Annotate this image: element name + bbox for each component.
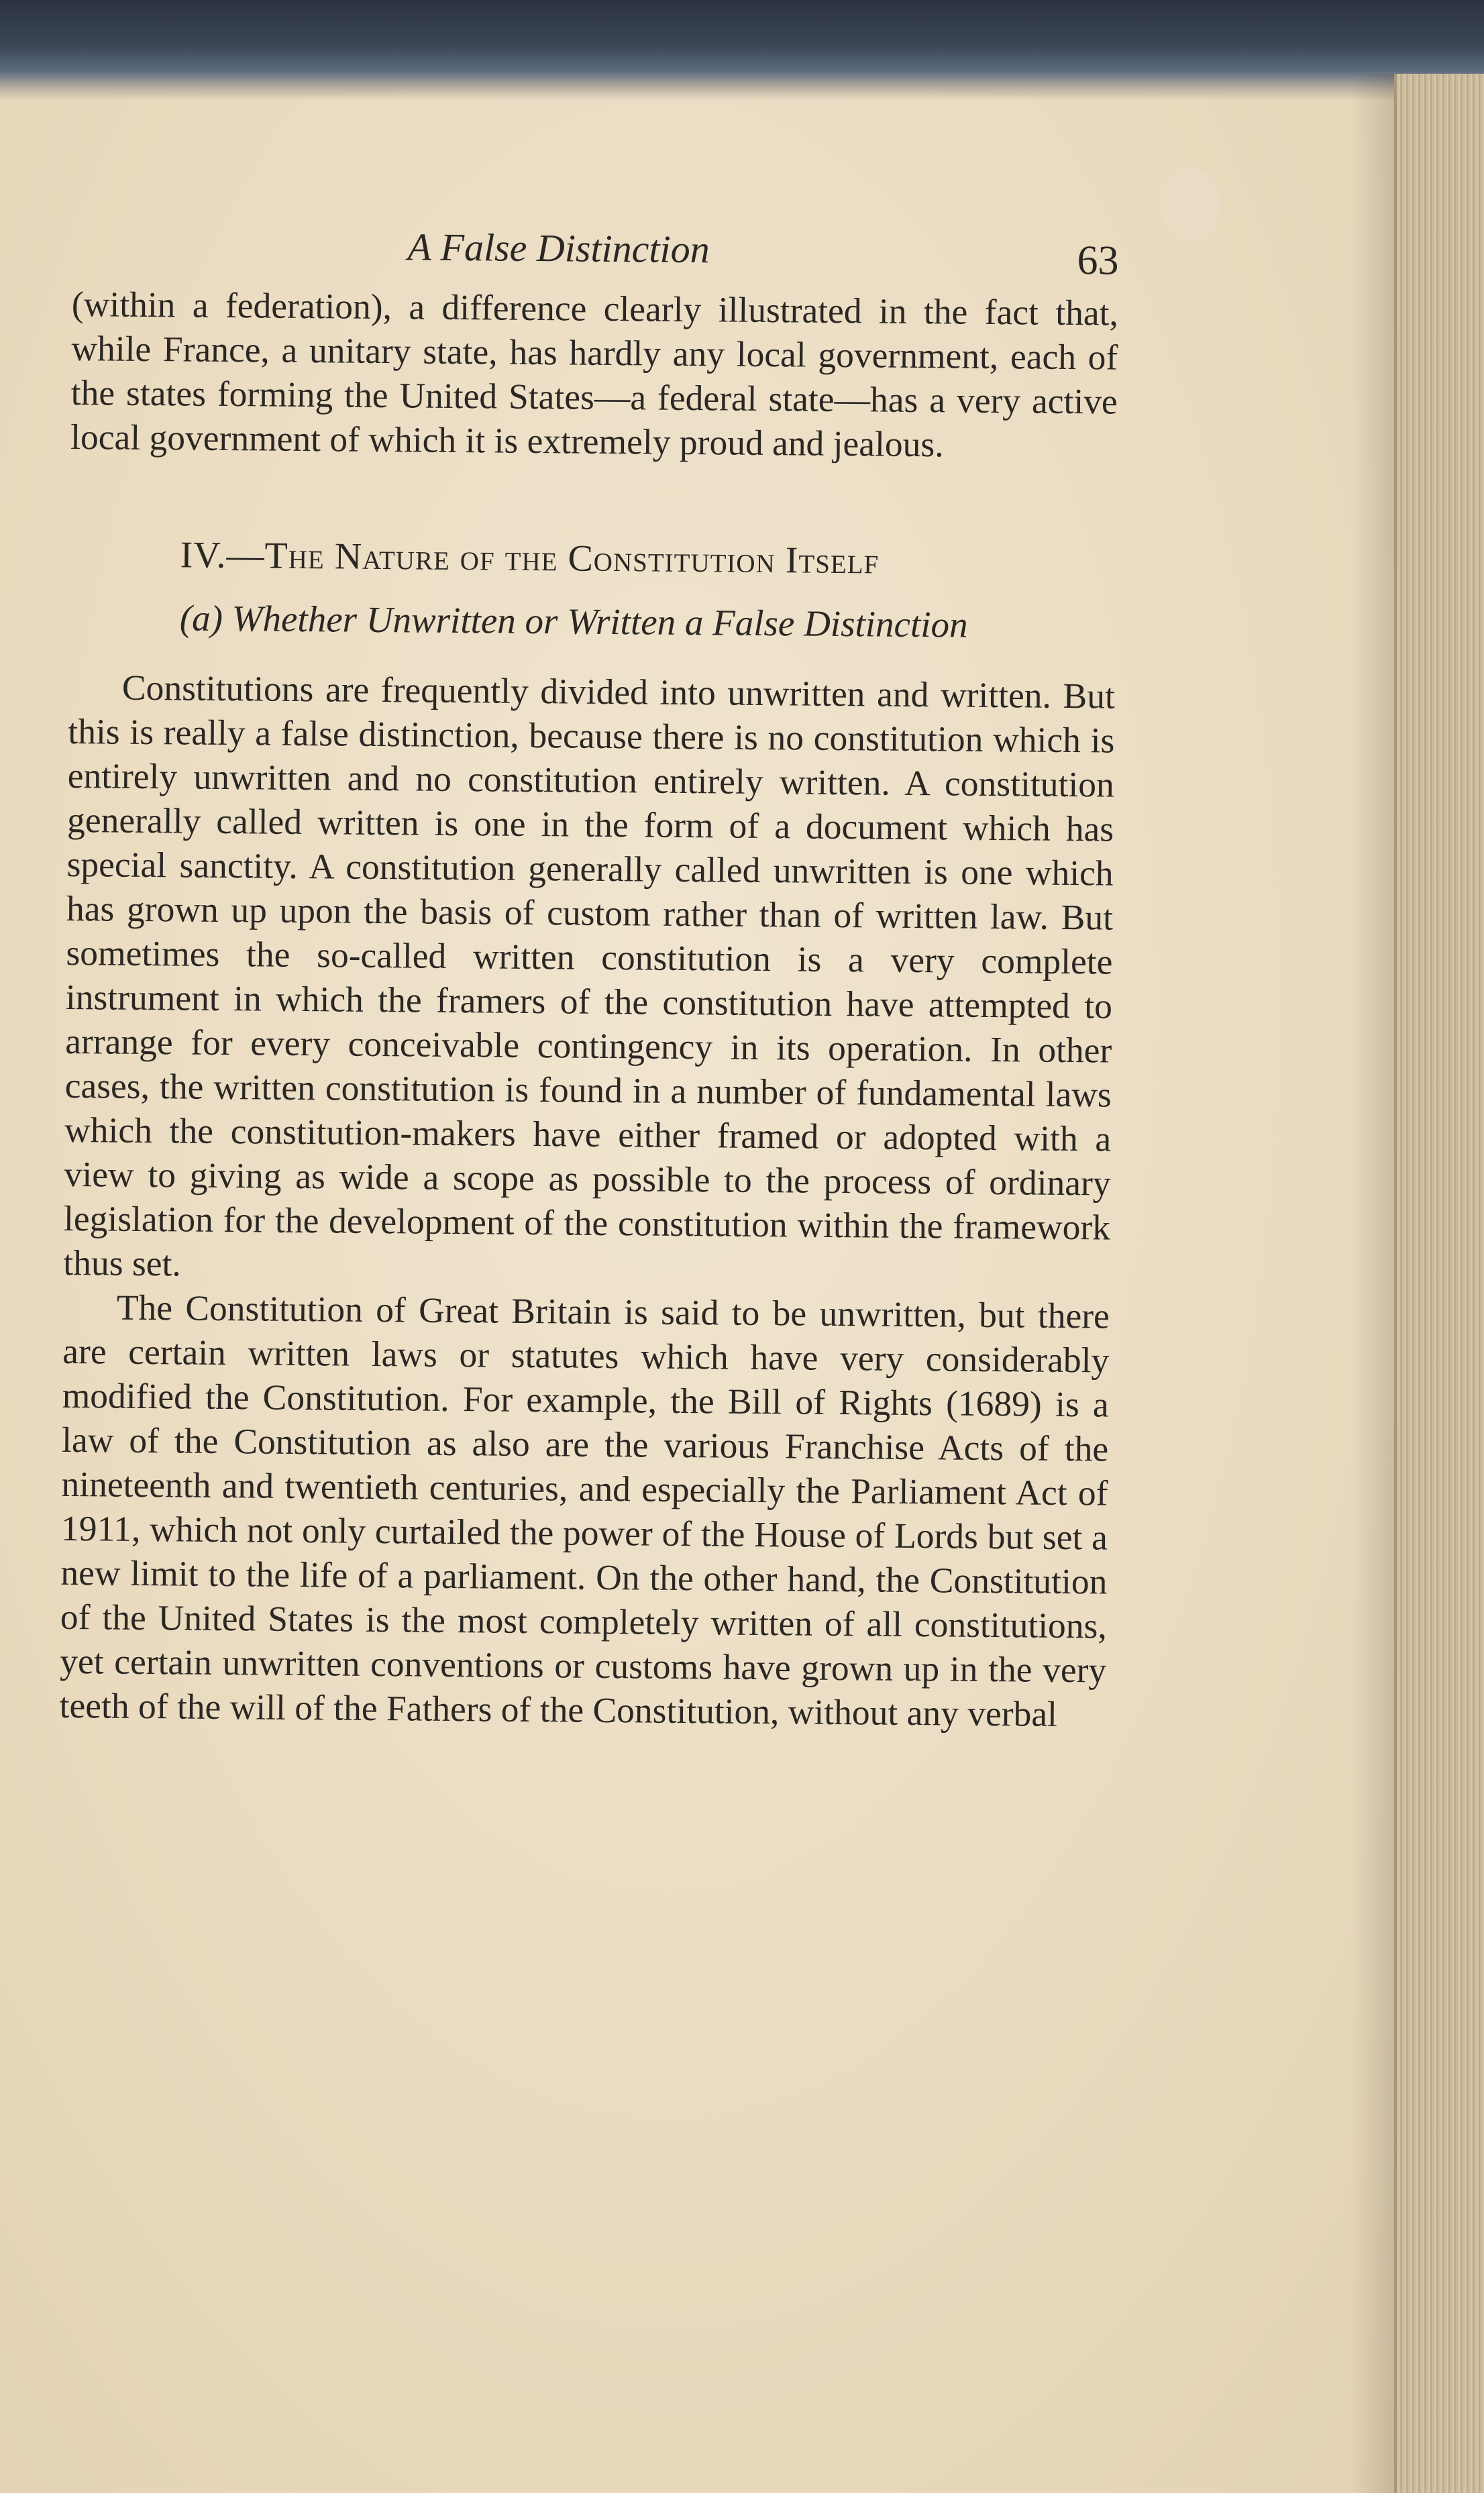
paragraph: The Constitution of Great Britain is said to be unwritten, but there are certain written laws or statutes which have very considerably modified the Constitution. For example, the Bill of Rights (1689) is a law of the Constitution as also are the various Franchise Acts of the nineteenth and twentieth centuries, and especially the Parliament Act of 1911, which not only curtailed the power of the House of Lords but set a new limit to the life of a parliament. On the other hand, the Constitution of the United States is the most completely written of all constitutions, yet certain unwritten conventions or customs have grown up in the very teeth of the will of the Fathers of the Constitution, without any verbal (59, 1287, 1110, 1734)
running-head (72, 221, 1119, 291)
page-number: 63 (1077, 237, 1119, 284)
page-text-block (59, 221, 1119, 1737)
page-edges-stack (1394, 74, 1484, 2493)
paragraph-continued: (within a federation), a difference clearly illustrated in the fact that, while France, a unitary state, has hardly any local government, each of the states forming the United States—a federal state—has a very active local government of which it is extremely proud and jealous. (70, 283, 1119, 465)
page-curve-shadow (1350, 74, 1397, 2493)
sub-heading: (a) Whether Unwritten or Written a False Distinction (179, 597, 968, 645)
book-cover-edge (0, 0, 1484, 101)
running-head-title: A False Distinction (407, 225, 710, 272)
paper-blemish (1161, 168, 1221, 242)
section-heading: IV.—The Nature of the Constitution Itself (180, 534, 880, 582)
paragraph: Constitutions are frequently divided into unwritten and written. But this is really a false distinction, because there is no constitution which is entirely unwritten and no constitution entirely written. A constitution generally called written is one in the form of a document which has special sanctity. A constitution generally called unwritten is one which has grown up upon the basis of custom rather than of written law. But sometimes the so-called written constitution is a very complete instrument in which the framers of the constitution have attempted to arrange for every conceivable contingency in its operation. In other cases, the written constitution is found in a number of fundamental laws which the constitution-makers have either framed or adopted with a view to giving as wide a scope as possible to the process of ordinary legislation for the development of the constitution within the framework thus set. (63, 667, 1116, 1284)
